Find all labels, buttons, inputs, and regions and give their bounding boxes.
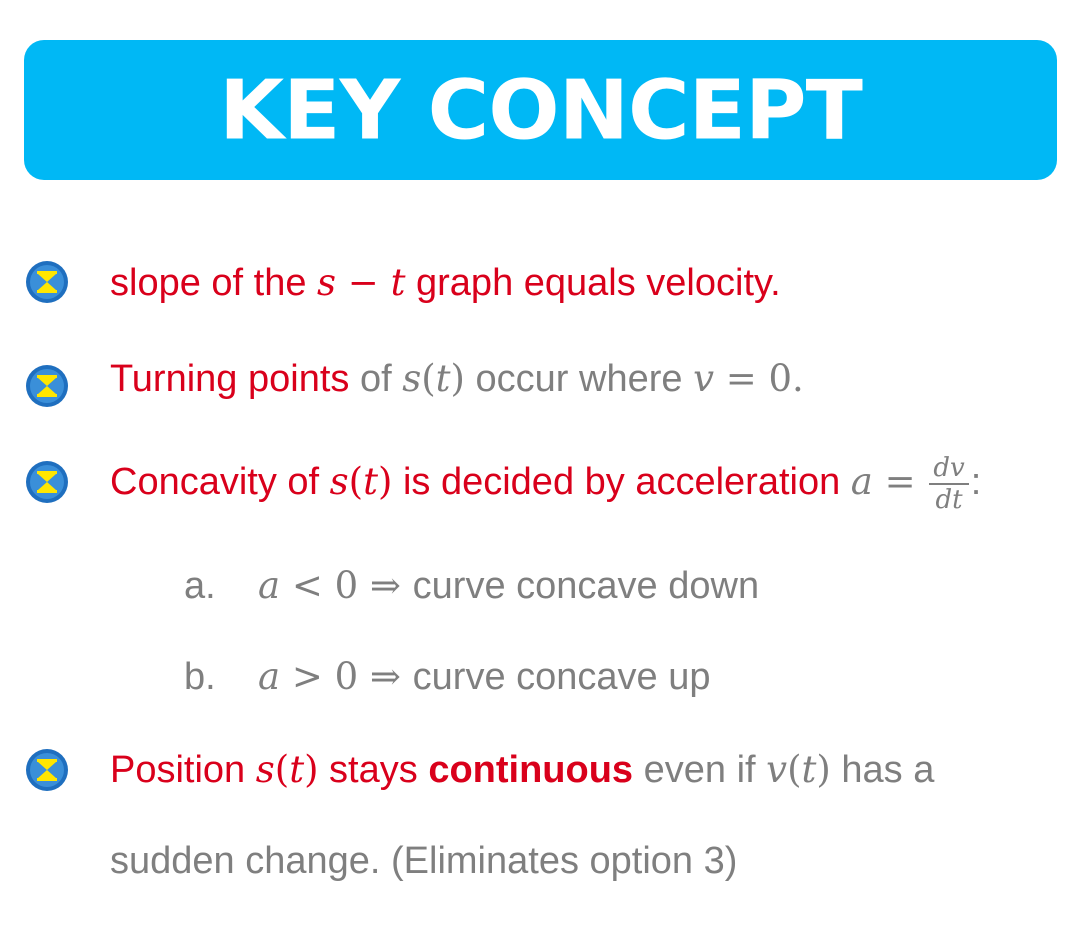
point-2	[110, 355, 804, 403]
subpoint-text: curve concave down	[412, 565, 760, 607]
math-s: s	[329, 460, 349, 503]
math-a: a	[850, 460, 873, 503]
math-v: v	[693, 357, 714, 400]
math-t: t	[390, 261, 406, 304]
math-s: s	[402, 357, 422, 400]
key-concept-banner	[24, 40, 1057, 180]
point-3	[110, 450, 981, 515]
subpoint-label: a.	[184, 565, 216, 607]
math-a: a	[258, 655, 281, 698]
point-4	[110, 746, 934, 794]
point-1	[110, 259, 781, 307]
math-t: t	[289, 748, 305, 791]
math-paren-open: (	[348, 460, 364, 503]
fraction-denominator: dt	[935, 484, 963, 515]
point-4-text-c: even if	[633, 749, 767, 791]
math-inequality: > 0 ⇒	[280, 655, 413, 698]
math-s: s	[317, 261, 337, 304]
math-inequality: < 0 ⇒	[280, 564, 413, 607]
point-2-text-b: occur where	[464, 358, 694, 400]
point-4-text-d: has a	[830, 749, 935, 791]
point-4-continuation: sudden change. (Eliminates option 3)	[110, 840, 738, 882]
math-s: s	[255, 748, 275, 791]
banner-title: KEY CONCEPT	[219, 61, 862, 159]
math-a: a	[258, 564, 281, 607]
hourglass-bullet-icon	[25, 260, 69, 304]
point-4-text-b: stays	[318, 749, 429, 791]
point-1-text-b: graph equals velocity.	[405, 262, 781, 304]
point-3-text-b: is decided by acceleration	[392, 461, 851, 503]
math-paren-open: (	[274, 748, 290, 791]
math-t: t	[435, 357, 451, 400]
math-paren-open: (	[787, 748, 802, 791]
math-paren-close: )	[450, 357, 465, 400]
fraction-dv-dt	[929, 453, 968, 515]
hourglass-bullet-icon	[25, 364, 69, 408]
math-t: t	[801, 748, 817, 791]
point-2-text-a: of	[349, 358, 403, 400]
point-3-text-a: Concavity of	[110, 461, 330, 503]
subpoint-text: curve concave up	[412, 656, 711, 698]
fraction-numerator: dv	[929, 453, 968, 485]
point-2-highlight: Turning points	[110, 358, 350, 400]
point-4-bold: continuous	[428, 749, 634, 791]
math-minus: −	[336, 261, 391, 304]
math-paren-close: )	[816, 748, 831, 791]
math-equals: =	[872, 460, 928, 503]
hourglass-bullet-icon	[25, 460, 69, 504]
point-1-text-a: slope of the	[110, 262, 318, 304]
math-paren-close: )	[304, 748, 319, 791]
math-v: v	[766, 748, 788, 791]
math-equals-zero: = 0.	[713, 357, 804, 400]
hourglass-bullet-icon	[25, 748, 69, 792]
math-paren-close: )	[377, 460, 393, 503]
subpoint-b	[184, 653, 711, 701]
math-paren-open: (	[421, 357, 436, 400]
subpoint-label: b.	[184, 656, 216, 698]
point-3-colon: :	[970, 461, 982, 503]
point-4-text-a: Position	[110, 749, 256, 791]
subpoint-a	[184, 562, 759, 610]
math-t: t	[363, 460, 378, 503]
